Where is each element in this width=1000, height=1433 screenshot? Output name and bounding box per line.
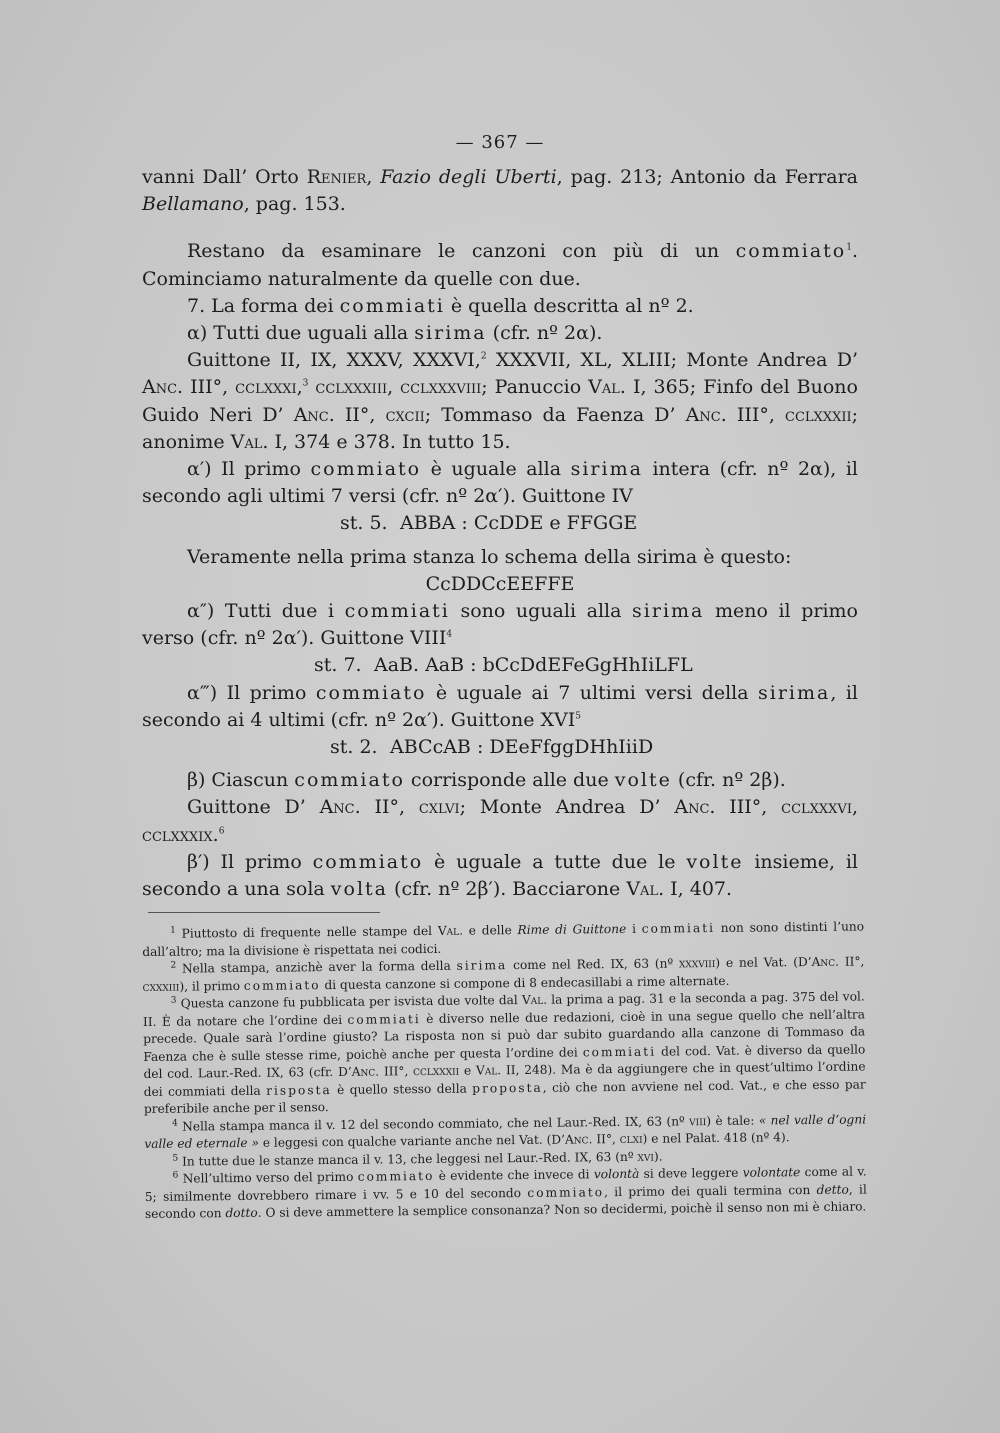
spaced-term: risposta (266, 1082, 332, 1098)
stanza-label: st. 2. (330, 736, 378, 759)
page-number: — 367 — (455, 132, 545, 153)
text: α″) Tutti due i (187, 600, 345, 623)
abbr: Anc. (319, 796, 361, 819)
footnote-ref: 6 (218, 826, 225, 837)
rhyme-scheme: ABBA : CcDDE e FFGGE (400, 512, 638, 535)
spaced-term: commiato (243, 977, 321, 993)
abbr: Anc. (674, 796, 716, 819)
text: di questa canzone si compone di 8 endecasillabi a rime alternate. (320, 973, 730, 992)
footnote-number: 3 (170, 995, 177, 1006)
title-italic: Rime di Guittone (517, 921, 627, 938)
text: α‴) Il primo (187, 681, 316, 704)
text: (cfr. nº 2β′). Bacciarone (388, 878, 627, 901)
spaced-term: sirima (758, 681, 831, 704)
text: , pag. 153. (243, 193, 346, 216)
text: II, 248). Ma è da aggiungere che in quest’ultimo l’ordine dei commiati della (143, 1059, 866, 1099)
paragraph-alpha-prime (142, 456, 858, 510)
spacer (142, 218, 858, 238)
text: e leggesi con qualche variante anche nel Vat. (D’ (258, 1132, 566, 1150)
roman-numeral: cclxxxvi, cclxxxix. (142, 796, 858, 846)
text: II°, (838, 954, 865, 969)
spaced-term: proposta (472, 1080, 543, 1096)
spaced-term: commiati (582, 1044, 657, 1059)
paragraph-alpha-third (142, 680, 858, 734)
text: α′) Il primo (187, 458, 311, 481)
spaced-term: commiato (357, 1168, 435, 1184)
text: ) e nel Vat. (D’ (715, 954, 812, 970)
text: . Cominciamo naturalmente da quelle con due. (142, 240, 858, 290)
word-italic: dotto (225, 1205, 258, 1221)
text: sono uguali alla (449, 600, 633, 623)
roman-numeral: xvi (637, 1149, 655, 1164)
spaced-term: commiato (315, 681, 427, 704)
text: è uguale a tutte due le (423, 850, 687, 873)
stanza-label: st. 7. (314, 654, 362, 677)
text: XXXVII, XL, XLIII; Monte Andrea D’ (486, 349, 859, 372)
roman-numeral: cxxxiii (142, 979, 180, 994)
text: ) è tale: (706, 1113, 759, 1128)
footnote-3 (143, 988, 866, 1118)
paragraph-renier (142, 164, 858, 218)
spaced-term: commiato (735, 240, 847, 263)
abbr: Val. (475, 1063, 502, 1078)
footnote-number: 1 (169, 925, 176, 936)
text: non sono distinti l’uno dall’altro; ma la divisione è rispettata nei codici. (142, 919, 865, 959)
abbr: Val. (588, 376, 626, 399)
roman-numeral: cclxxxiii, cclxxxviii; (315, 376, 488, 399)
scheme-formula (142, 652, 858, 679)
footnote-ref: 2 (480, 351, 487, 362)
paragraph-guittone-list (142, 347, 858, 456)
footnote-ref: 5 (575, 711, 581, 722)
footnotes (142, 918, 867, 1223)
text: , pag. 213; Antonio da Ferrara (556, 166, 858, 188)
paragraph-7 (142, 293, 858, 320)
text: è diverso nelle due redazioni, cioè in una segue quello che nell’altra precede. Quale sarà l’ordine giusto? La risposta non si può dar subito guardando alla canzone di Tommaso da Faenza che è sulle stesse rime, poichè anche per questa l’ordine dei (143, 1006, 866, 1064)
text: è questo: (697, 545, 792, 568)
text: è quello stesso della (331, 1081, 473, 1097)
roman-numeral: cclxxxii; (785, 403, 858, 426)
word-italic: volontate (742, 1165, 801, 1180)
rhyme-scheme: CcDDCcEEFFE (425, 572, 575, 595)
spaced-term: commiati (344, 600, 450, 623)
text: del cod. Vat. è diverso da quello del cod. Laur.-Red. IX, 63 (cfr. D’ (143, 1041, 866, 1081)
paragraph-beta (142, 767, 858, 794)
text: (cfr. nº 2β). (671, 769, 786, 792)
abbr: Val. (437, 923, 464, 938)
text: insieme, il secondo a una sola (142, 850, 858, 901)
title-italic: Bellamano (142, 193, 244, 216)
text: si deve leggere (639, 1165, 743, 1181)
footnote-number: 5 (172, 1153, 179, 1164)
roman-numeral: clxi (619, 1131, 643, 1147)
text: (cfr. nº 2α). (486, 322, 603, 345)
text: β) Ciascun (187, 769, 295, 792)
text: è uguale alla (421, 458, 571, 481)
text: intera (cfr. nº 2α), il secondo agli ultimi 7 versi (cfr. nº 2α′). Guittone IV (142, 458, 858, 508)
abbr: Anc. (564, 1132, 593, 1147)
text: II°, (360, 796, 419, 819)
rhyme-scheme: ABCcAB : DEeFfggDHhIiiD (390, 736, 654, 759)
text: Panuccio (487, 376, 589, 399)
text: Veramente nella prima stanza lo schema della (187, 545, 637, 568)
author-name: Renier (306, 166, 367, 188)
text: III°, (715, 796, 782, 819)
roman-numeral: cclxxxi, (235, 376, 303, 399)
term: sirima (636, 545, 698, 568)
roman-numeral: cxcii; (385, 403, 432, 426)
spaced-term: commiati (347, 1011, 421, 1027)
text: e (459, 1063, 477, 1078)
title-italic: Fazio degli Uberti (380, 166, 557, 188)
footnote-6 (145, 1163, 868, 1223)
abbr: Anc. (811, 954, 840, 969)
word-italic: detto (816, 1182, 849, 1197)
text: meno il primo verso (cfr. nº 2α′). Guittone VIII (142, 600, 858, 650)
paragraph-beta-prime (142, 849, 858, 903)
text: come al v. 5; similmente dovrebbero rimare i vv. 5 e 10 del secondo (144, 1164, 867, 1204)
abbr: Anc. (685, 403, 727, 426)
spaced-term: commiato (312, 850, 424, 873)
text: ) e nel Palat. 418 (nº 4). (642, 1130, 790, 1146)
paragraph-alpha-second (142, 598, 858, 652)
text: In tutte due le stanze manca il v. 13, che leggesi nel Laur.-Red. IX, 63 (nº (178, 1149, 638, 1169)
paragraph-restano (142, 238, 858, 292)
text: Guittone II, IX, XXXV, XXXVI, (187, 349, 481, 372)
quotation-italic: « nel valle d’ogni valle ed eternale » (144, 1111, 867, 1151)
footnote-ref: 3 (302, 379, 309, 390)
stanza-label: st. 5. (340, 512, 388, 535)
footnote-number: 4 (172, 1118, 178, 1129)
text: , ciò che non avviene nel cod. Vat., e che esso par preferibile anche per il senso. (143, 1076, 866, 1116)
text: β′) Il primo (187, 850, 313, 873)
text: I, 365; Finfo del Buono Guido Neri D’ (142, 376, 858, 426)
spaced-term: sirima (414, 322, 487, 345)
spaced-term: sirima (632, 600, 705, 623)
abbr: Anc. (351, 1064, 380, 1079)
text: I, 407. (664, 878, 733, 901)
roman-numeral: viii (689, 1113, 707, 1128)
text: e delle (462, 923, 518, 938)
text: 7. La forma dei (187, 294, 340, 317)
spaced-term: volte (686, 850, 744, 873)
spaced-term: volte (614, 769, 672, 792)
text: Nell’ultimo verso del primo (178, 1169, 358, 1186)
spaced-term: commiato (310, 458, 422, 481)
text: la prima a pag. 31 e la seconda a pag. 375 del vol. II. È da notare che l’ordine dei (142, 989, 865, 1029)
spaced-term: commiati (641, 921, 716, 936)
text: , il primo dei quali termina con (603, 1182, 817, 1199)
text: è evidente che invece di (434, 1167, 594, 1183)
text: ), il primo (179, 978, 244, 994)
paragraph-alpha (142, 320, 858, 347)
scheme-formula (142, 571, 858, 598)
text: , (366, 166, 381, 188)
spaced-term: sirima (570, 458, 643, 481)
rhyme-scheme: AaB. AaB : bCcDdEFeGgHhIiLFL (374, 654, 693, 677)
footnote-number: 6 (172, 1170, 179, 1181)
text: II°, (592, 1132, 620, 1147)
abbr: Val. (230, 430, 269, 453)
text: Tommaso da Faenza D’ (431, 403, 686, 426)
text: è uguale ai 7 ultimi versi della (426, 681, 759, 704)
text: I, 374 e 378. In tutto 15. (268, 430, 511, 453)
text: Restano da esaminare le canzoni con più di un (187, 240, 736, 263)
scheme-formula (142, 510, 858, 537)
main-text (142, 164, 858, 903)
abbr: Val. (521, 992, 548, 1008)
text: i (626, 921, 642, 936)
text: Monte Andrea D’ (466, 796, 675, 819)
spaced-term: volta (330, 878, 389, 901)
paragraph-veramente (142, 544, 858, 571)
text: III°, (726, 403, 786, 426)
text: Guittone D’ (187, 796, 320, 819)
abbr: Anc. (293, 403, 335, 426)
spaced-term: commiato (527, 1184, 605, 1200)
text: α) Tutti due uguali alla (187, 322, 415, 345)
text: Piuttosto di frequente nelle stampe del (175, 923, 438, 941)
text: corrisponde alle due (404, 769, 615, 792)
text: . O si deve ammettere la semplice consonanza? Non so decidermi, poichè il senso non mi è chiaro. (257, 1199, 867, 1220)
text: II°, (334, 403, 386, 426)
scheme-formula (142, 734, 858, 761)
footnote-rule (148, 912, 380, 913)
text: anonime (142, 430, 231, 453)
text: ). (653, 1149, 663, 1164)
spaced-term: commiato (294, 769, 405, 792)
roman-numeral: cclxxxii (413, 1063, 460, 1079)
abbr: Val. (626, 878, 665, 901)
text: Nella stampa manca il v. 12 del secondo commiato, che nel Laur.-Red. IX, 63 (nº (177, 1113, 690, 1134)
text: è quella descritta al nº 2. (444, 294, 694, 317)
roman-numeral: cxlvi; (418, 796, 467, 819)
roman-numeral: xxxviii (678, 955, 716, 971)
spaced-term: sirima (456, 958, 508, 973)
text: , il secondo con (144, 1181, 867, 1221)
text: vanni Dall’ Orto (142, 166, 307, 188)
text: come nel Red. IX, 63 (nº (507, 956, 680, 973)
footnote-number: 2 (170, 960, 177, 971)
text: III°, (183, 376, 236, 399)
word-italic: volontà (593, 1166, 640, 1182)
footnote-ref: 1 (846, 243, 852, 254)
footnote-ref: 4 (446, 629, 453, 640)
spaced-term: commiati (339, 294, 445, 317)
paragraph-guittone-beta (142, 794, 858, 848)
abbr: Anc. (142, 376, 184, 399)
text: Nella stampa, anzichè aver la forma della (176, 958, 457, 976)
text: Questa canzone fu pubblicata per isvista due volte dal (176, 993, 522, 1011)
text: , il secondo ai 4 ultimi (cfr. nº 2α′). Guittone XVI (142, 681, 859, 731)
text: III°, (379, 1064, 414, 1079)
